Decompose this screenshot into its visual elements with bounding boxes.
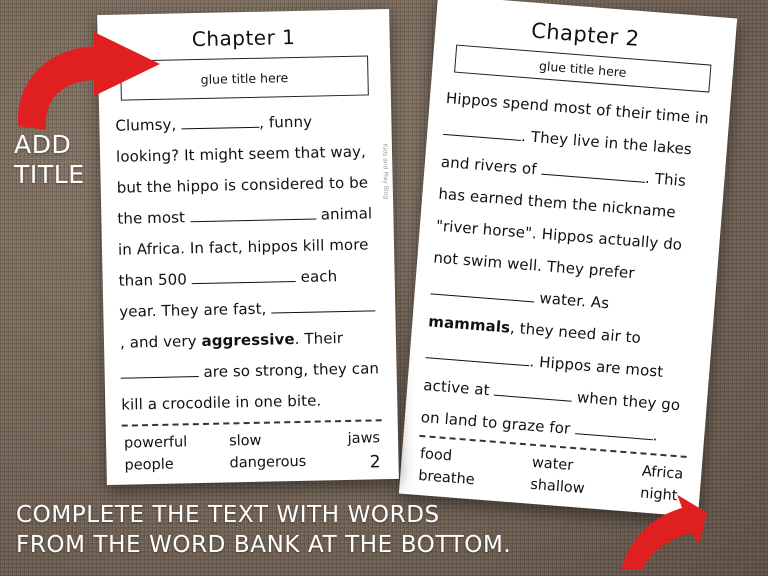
word-bank-item: Africa (641, 463, 684, 483)
p2-blank-2[interactable] (541, 174, 645, 183)
word-bank-item: night (639, 485, 679, 505)
p1-blank-5[interactable] (121, 376, 199, 379)
p1-text-14: one bite. (253, 391, 322, 411)
p1-text-8: fast, (232, 299, 267, 319)
p1-text-6: In fact, hippos kill more than 500 (118, 235, 369, 290)
word-bank-arrow (596, 470, 716, 570)
p2-text-3: . They live in the (520, 126, 649, 155)
p1-text-4: hippo is considered to be the most (117, 173, 369, 228)
p1-text-10: aggressive (201, 330, 295, 350)
p1-blank-2[interactable] (190, 219, 316, 223)
word-bank-item: jaws (347, 430, 381, 447)
p1-text-3: It might seem that way, but the (116, 142, 367, 197)
p1-text-7: each year. They are (119, 267, 338, 321)
page2-glue-title-label: glue title here (538, 57, 627, 80)
add-title-caption-line-2: TITLE (14, 160, 85, 189)
p1-text-13: strong, they can kill a crocodile in (121, 359, 380, 414)
word-bank-item: food (419, 446, 453, 465)
p1-text-1: Clumsy, (115, 115, 177, 135)
p2-text-12: to (624, 327, 642, 347)
p2-text-10: mammals (427, 312, 511, 337)
p2-text-11: , they need air (509, 318, 622, 346)
page1-page-number: 2 (369, 452, 381, 473)
word-bank-item: slow (228, 432, 262, 450)
p2-text-13: . Hippos are most (528, 352, 664, 381)
red-curved-arrow-icon (10, 30, 180, 140)
p2-text-6: has earned them the nickname (437, 184, 677, 222)
p1-text-11: . Their (294, 329, 344, 349)
bottom-caption-line-1: COMPLETE THE TEXT WITH WORDS (16, 502, 440, 528)
p2-text-5: . This (644, 168, 687, 190)
p2-blank-4[interactable] (426, 357, 530, 366)
p1-blank-4[interactable] (271, 310, 375, 313)
word-bank-item: breathe (417, 467, 476, 489)
p2-text-2: time in (655, 105, 710, 128)
red-curved-arrow-icon (596, 470, 716, 570)
word-bank-item: people (124, 456, 174, 474)
p1-blank-3[interactable] (192, 281, 296, 284)
word-bank-item: shallow (529, 476, 586, 497)
p2-blank-3[interactable] (431, 293, 535, 302)
add-title-caption-line-1: ADD (14, 130, 72, 159)
page1-glue-title-label: glue title here (200, 69, 289, 87)
bottom-instruction-caption (16, 500, 511, 560)
p2-text-4: lakes and rivers of (440, 137, 693, 179)
page1-word-bank-col-2 (229, 429, 307, 475)
p2-blank-1[interactable] (443, 134, 521, 141)
p2-blank-5[interactable] (494, 395, 572, 402)
bottom-caption-line-2: FROM THE WORD BANK AT THE BOTTOM. (16, 532, 512, 558)
p2-text-9: water. As (538, 288, 610, 313)
word-bank-item: water (531, 454, 574, 475)
word-bank-item: dangerous (229, 453, 307, 472)
p2-text-15: when they go (576, 388, 681, 415)
p2-text-16: on land to graze for (420, 407, 571, 438)
p2-text-1: Hippos spend most of their (445, 88, 652, 124)
page2-body-text (420, 82, 715, 454)
p2-text-8: swim well. They prefer (462, 250, 636, 283)
add-title-caption (14, 130, 85, 190)
p2-text-14: active at (422, 376, 491, 400)
page1-body-text (115, 105, 381, 422)
page1-side-credit: Kids and Play Blog (380, 143, 390, 200)
p2-blank-6[interactable] (575, 433, 653, 440)
page1-word-bank (122, 427, 383, 476)
page2-word-bank-col-1 (417, 443, 477, 491)
page1-chapter-title: Chapter 1 (191, 24, 296, 52)
worksheet-page-chapter-2 (399, 0, 737, 517)
p1-blank-1[interactable] (181, 127, 259, 130)
p1-text-2: , funny looking? (115, 112, 313, 166)
p1-text-5: animal in Africa. (117, 204, 373, 259)
add-title-arrow (10, 30, 180, 140)
page2-word-bank-col-2 (529, 452, 587, 500)
page1-word-bank-col-3 (347, 427, 380, 450)
p1-text-9: , and very (119, 332, 197, 352)
page1-word-bank-col-1 (124, 431, 188, 476)
word-bank-item: powerful (123, 434, 188, 452)
p2-text-7: "river horse". Hippos actually do not (432, 216, 683, 269)
page2-chapter-title: Chapter 2 (530, 18, 641, 51)
p1-text-12: are so (203, 361, 251, 381)
p2-text-17: . (652, 426, 659, 445)
